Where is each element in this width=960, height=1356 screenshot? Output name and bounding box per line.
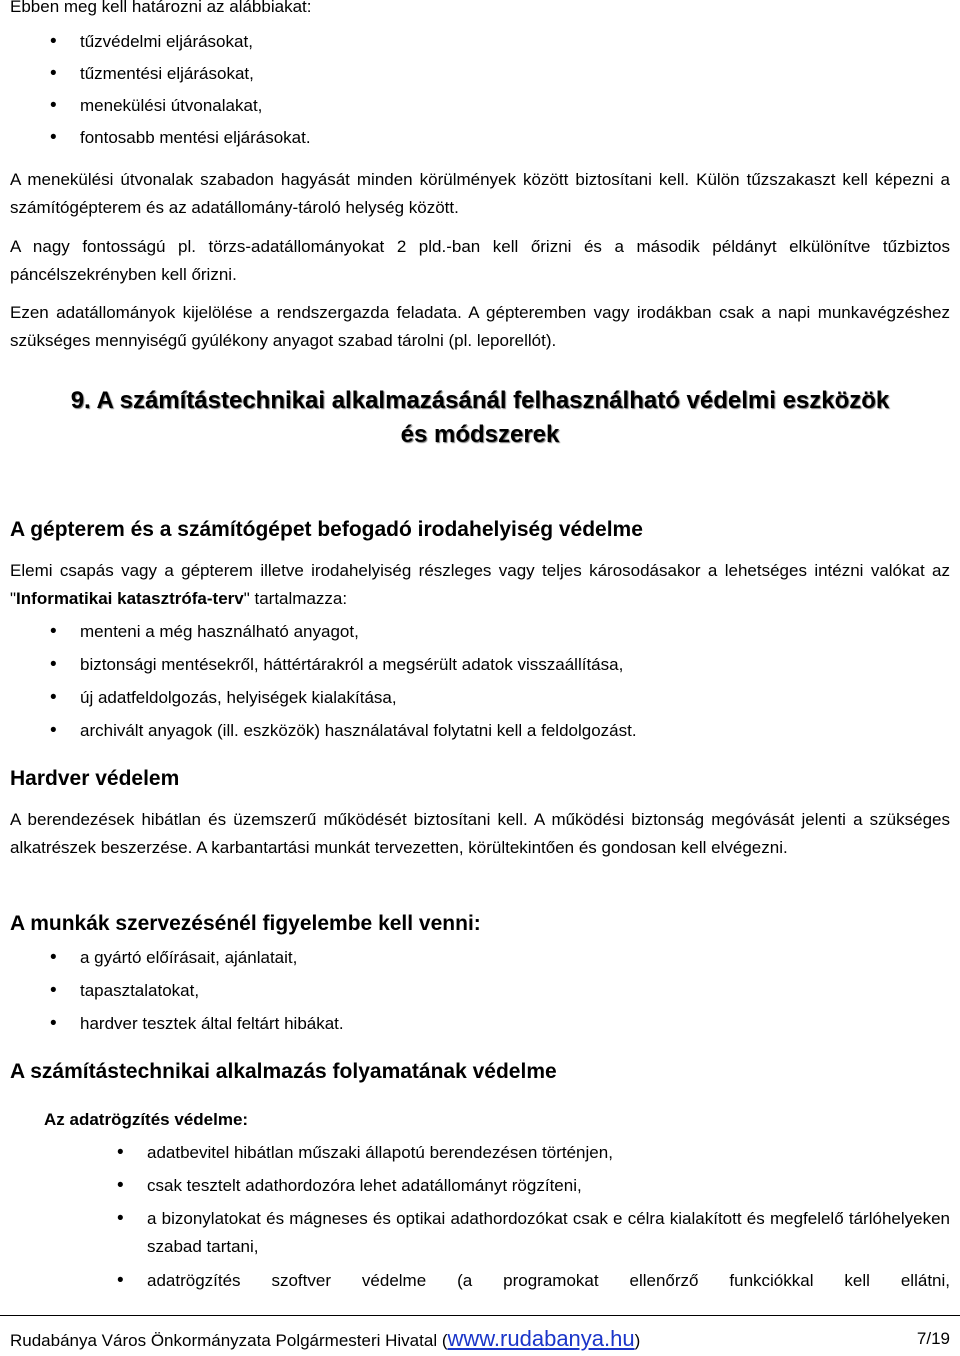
list-item: • tűzmentési eljárásokat, (10, 60, 950, 92)
list-item: • menteni a még használható anyagot, (10, 618, 950, 651)
list-item: • hardver tesztek által feltárt hibákat. (10, 1010, 950, 1043)
list-item: • menekülési útvonalakat, (10, 92, 950, 124)
list-item: • a gyártó előírásait, ajánlatait, (10, 944, 950, 977)
subheading-data-entry: Az adatrögzítés védelme: (44, 1110, 249, 1129)
list-item: • új adatfeldolgozás, helyiségek kialakítása, (10, 684, 950, 717)
list-item: • biztonsági mentésekről, háttértárakról a megsérült adatok visszaállítása, (10, 651, 950, 684)
paragraph-admin-duty: Ezen adatállományok kijelölése a rendszergazda feladata. A gépteremben vagy irodákban csak a napi munkavégzéshez szükséges mennyiségű gyúlékony anyagot szabad tárolni (pl. leporellót). (10, 303, 950, 350)
organisation-list (10, 944, 950, 1043)
footer-website-link[interactable]: www.rudabanya.hu (447, 1326, 635, 1351)
footer-org: Rudabánya Város Önkormányzata Polgármesteri Hivatal ( (10, 1331, 448, 1350)
list-item: • csak tesztelt adathordozóra lehet adatállományt rögzíteni, (10, 1172, 950, 1205)
paragraph-escape-routes: A menekülési útvonalak szabadon hagyását minden körülmények között biztosítani kell. Külön tűzszakaszt kell képezni a számítógépterem és az adatállomány-tároló helység között. (10, 170, 950, 217)
paragraph-disaster-plan: Elemi csapás vagy a gépterem illetve irodahelyiség részleges vagy teljes károsodásakor a lehetséges intézni valókat az "Informatikai katasztrófa-terv" tartalmazza: (10, 561, 950, 608)
section-heading-organisation: A munkák szervezésénél figyelembe kell venni: (10, 912, 481, 935)
chapter-title-line2: és módszerek (400, 421, 560, 448)
list-item: • fontosabb mentési eljárásokat. (10, 124, 950, 156)
chapter-title-line1: 9. A számítástechnikai alkalmazásánál felhasználható védelmi eszközök (70, 387, 890, 414)
intro-lead: Ebben meg kell határozni az alábbiakat: (10, 0, 312, 16)
page-number: 7/19 (916, 1329, 950, 1348)
section-heading-hardware: Hardver védelem (10, 767, 180, 790)
list-item: • tapasztalatokat, (10, 977, 950, 1010)
disaster-plan-list (10, 618, 950, 750)
list-item: • adatrögzítés szoftver védelme (a programokat ellenőrző funkciókkal kell ellátni, (10, 1267, 950, 1300)
intro-list (10, 28, 950, 156)
disaster-plan-name: Informatikai katasztrófa-terv (16, 589, 244, 608)
paragraph-hardware: A berendezések hibátlan és üzemszerű működését biztosítani kell. A működési biztonság megóvását jelenti a szükséges alkatrészek beszerzése. A karbantartási munkát tervezetten, körültekintően és gondosan kell elvégezni. (10, 810, 950, 857)
paragraph-master-data: A nagy fontosságú pl. törzs-adatállományokat 2 pld.-ban kell őrizni és a második példányt elkülönítve tűzbiztos páncélszekrényben kell őrizni. (10, 237, 950, 284)
footer (10, 1324, 950, 1356)
list-item: • tűzvédelmi eljárásokat, (10, 28, 950, 60)
list-item: • adatbevitel hibátlan műszaki állapotú berendezésen történjen, (10, 1139, 950, 1172)
section-heading-process: A számítástechnikai alkalmazás folyamatának védelme (10, 1060, 557, 1083)
footer-paren: ) (634, 1331, 641, 1350)
list-item: • a bizonylatokat és mágneses és optikai adathordozókat csak e célra kialakított és megfelelő tárlóhelyeken szabad tartani, (10, 1205, 950, 1267)
section-heading-server-room: A gépterem és a számítógépet befogadó irodahelyiség védelme (10, 518, 643, 541)
data-entry-list (10, 1139, 950, 1300)
footer-divider (0, 1315, 960, 1316)
chapter-title (0, 384, 960, 452)
list-item: • archivált anyagok (ill. eszközök) használatával folytatni kell a feldolgozást. (10, 717, 950, 750)
